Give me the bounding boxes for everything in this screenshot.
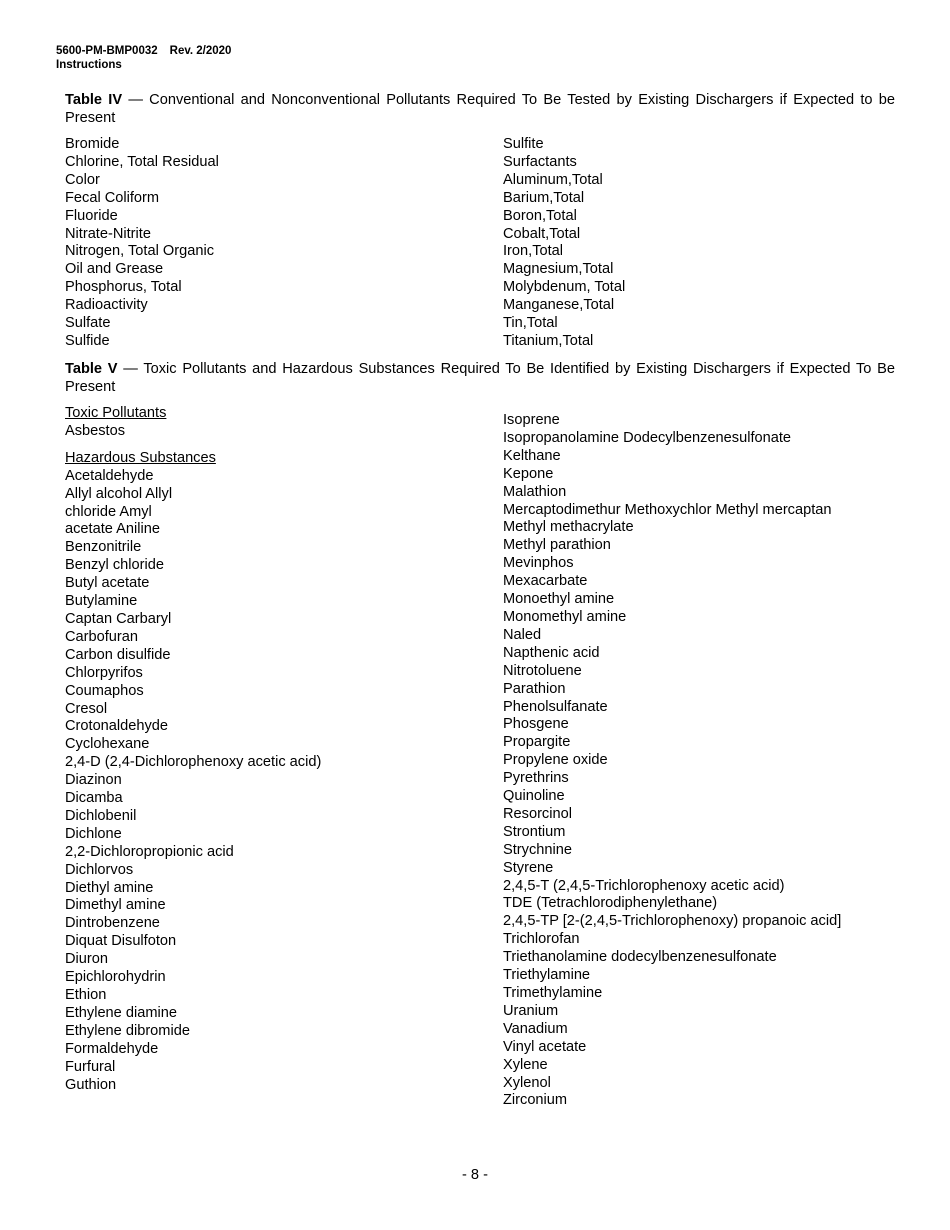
list-item: Carbofuran (65, 628, 139, 645)
list-item: Diazinon (65, 772, 122, 789)
list-item: Dichlobenil (65, 807, 137, 824)
list-item: Diethyl amine (65, 879, 154, 896)
list-item: Dichlorvos (65, 861, 134, 878)
list-item: Mevinphos (503, 555, 574, 572)
list-item: Cyclohexane (65, 736, 150, 753)
list-item: Benzonitrile (65, 539, 142, 556)
list-item: Triethanolamine dodecylbenzenesulfonate (503, 949, 777, 966)
list-item: Parathion (503, 680, 566, 697)
list-item: Nitrate-Nitrite (65, 225, 151, 242)
list-item: Barium,Total (503, 189, 585, 206)
list-item: Sulfite (503, 136, 544, 152)
list-item: Isopropanolamine Dodecylbenzenesulfonate (503, 429, 792, 446)
list-item: Strontium (503, 823, 566, 840)
list-item: Dichlone (65, 825, 122, 842)
list-item: Quinoline (503, 788, 565, 805)
table-v-left-column (65, 405, 321, 1094)
list-item: Dintrobenzene (65, 915, 160, 932)
table-iv-left-column (65, 136, 219, 351)
list-item: Coumaphos (65, 682, 144, 699)
list-item: Molybdenum, Total (503, 279, 626, 296)
list-item: Ethylene dibromide (65, 1022, 190, 1039)
hazardous-substances-list-left (65, 468, 321, 1095)
list-item: Phosphorus, Total (65, 279, 182, 296)
list-item: Magnesium,Total (503, 261, 614, 278)
list-item: Methyl parathion (503, 537, 611, 554)
list-item: Bromide (65, 136, 120, 152)
list-item: 2,4-D (2,4-Dichlorophenoxy acetic acid) (65, 754, 322, 771)
table-iv-title-text: — Conventional and Nonconventional Pollutants Required To Be Tested by Existing Dischargers if Expected to be Present (65, 92, 895, 126)
list-item: Propargite (503, 734, 571, 751)
list-item: Carbon disulfide (65, 646, 171, 663)
list-item: Surfactants (503, 153, 577, 170)
document-id: 5600-PM-BMP0032 (56, 45, 158, 57)
list-item: Titanium,Total (503, 332, 594, 349)
list-item: Pyrethrins (503, 770, 569, 787)
list-item: Fluoride (65, 207, 118, 224)
list-item: Xylenol (503, 1074, 551, 1091)
list-item: chloride Amyl (65, 503, 152, 520)
list-item: Diquat Disulfoton (65, 933, 177, 950)
list-item: Fecal Coliform (65, 189, 160, 206)
list-item: Asbestos (65, 422, 126, 439)
list-item: Chlorine, Total Residual (65, 153, 219, 170)
list-item: Guthion (65, 1076, 117, 1093)
list-item: Tin,Total (503, 315, 558, 332)
list-item: Boron,Total (503, 207, 577, 224)
list-item: Triethylamine (503, 967, 591, 984)
list-item: Benzyl chloride (65, 557, 164, 574)
document-revision: Rev. 2/2020 (169, 45, 232, 57)
list-item: Styrene (503, 859, 554, 876)
list-item: Epichlorohydrin (65, 969, 166, 986)
page-number: - 8 - (462, 1167, 488, 1183)
list-item: 2,2-Dichloropropionic acid (65, 843, 234, 860)
list-item: Resorcinol (503, 805, 572, 822)
list-item: Aluminum,Total (503, 171, 603, 188)
list-item: Isoprene (503, 412, 560, 428)
list-item: Dicamba (65, 790, 123, 807)
list-item: Xylene (503, 1056, 548, 1073)
list-item: Kepone (503, 465, 554, 482)
list-item: Radioactivity (65, 297, 148, 314)
list-item: Uranium (503, 1002, 559, 1019)
list-item: Sulfide (65, 332, 110, 349)
list-item: Nitrotoluene (503, 662, 582, 679)
list-item: Trichlorofan (503, 931, 580, 948)
list-item: Crotonaldehyde (65, 718, 169, 735)
document-section: Instructions (56, 59, 122, 71)
list-item: Cresol (65, 700, 108, 717)
list-item: Diuron (65, 951, 108, 968)
list-item: Naled (503, 626, 542, 643)
list-item: Nitrogen, Total Organic (65, 243, 214, 260)
list-item: Mercaptodimethur Methoxychlor Methyl mercaptan (503, 501, 832, 518)
hazardous-substances-list-right (503, 412, 841, 1110)
table-v-title (65, 360, 895, 396)
list-item: Dimethyl amine (65, 897, 166, 914)
list-item: Methyl methacrylate (503, 519, 634, 536)
list-item: Vinyl acetate (503, 1038, 587, 1055)
table-v-title-text: — Toxic Pollutants and Hazardous Substances Required To Be Identified by Existing Dischargers if Expected To Be Present (65, 361, 895, 395)
list-item: Malathion (503, 483, 567, 500)
list-item: Phosgene (503, 716, 569, 733)
list-item: Captan Carbaryl (65, 610, 172, 627)
list-item: Oil and Grease (65, 261, 164, 278)
list-item: Allyl alcohol Allyl (65, 485, 173, 502)
list-item: Color (65, 171, 100, 188)
list-item: Butyl acetate (65, 575, 150, 592)
list-item: Zirconium (503, 1092, 568, 1109)
list-item: acetate Aniline (65, 521, 160, 538)
list-item: Manganese,Total (503, 297, 615, 314)
list-item: Mexacarbate (503, 573, 588, 590)
list-item: Propylene oxide (503, 752, 608, 769)
table-iv-right-column (503, 136, 625, 351)
document-header (56, 44, 231, 72)
toxic-pollutants-heading: Toxic Pollutants (65, 405, 167, 421)
list-item: 2,4,5-T (2,4,5-Trichlorophenoxy acetic acid) (503, 877, 785, 894)
list-item: Ethylene diamine (65, 1004, 177, 1021)
list-item: TDE (Tetrachlorodiphenylethane) (503, 895, 718, 912)
list-item: Kelthane (503, 447, 561, 464)
list-item: Strychnine (503, 841, 572, 858)
list-item: Monoethyl amine (503, 591, 615, 608)
list-item: Phenolsulfanate (503, 698, 608, 715)
list-item: Chlorpyrifos (65, 664, 143, 681)
list-item: Trimethylamine (503, 985, 603, 1001)
toxic-pollutants-list (65, 423, 321, 441)
list-item: Sulfate (65, 315, 111, 332)
list-item: Furfural (65, 1058, 116, 1075)
list-item: Napthenic acid (503, 644, 600, 661)
list-item: Vanadium (503, 1020, 568, 1037)
list-item: Butylamine (65, 593, 138, 610)
list-item: Cobalt,Total (503, 225, 581, 242)
table-iv-title (65, 91, 895, 127)
list-item: Monomethyl amine (503, 608, 627, 625)
list-item: Acetaldehyde (65, 467, 154, 484)
list-item: 2,4,5-TP [2-(2,4,5-Trichlorophenoxy) propanoic acid] (503, 913, 842, 930)
table-v-label: Table V (65, 361, 118, 377)
list-item: Formaldehyde (65, 1040, 159, 1057)
hazardous-substances-heading: Hazardous Substances (65, 449, 216, 466)
list-item: Iron,Total (503, 243, 564, 260)
table-iv-label: Table IV (65, 92, 123, 108)
list-item: Ethion (65, 987, 107, 1003)
